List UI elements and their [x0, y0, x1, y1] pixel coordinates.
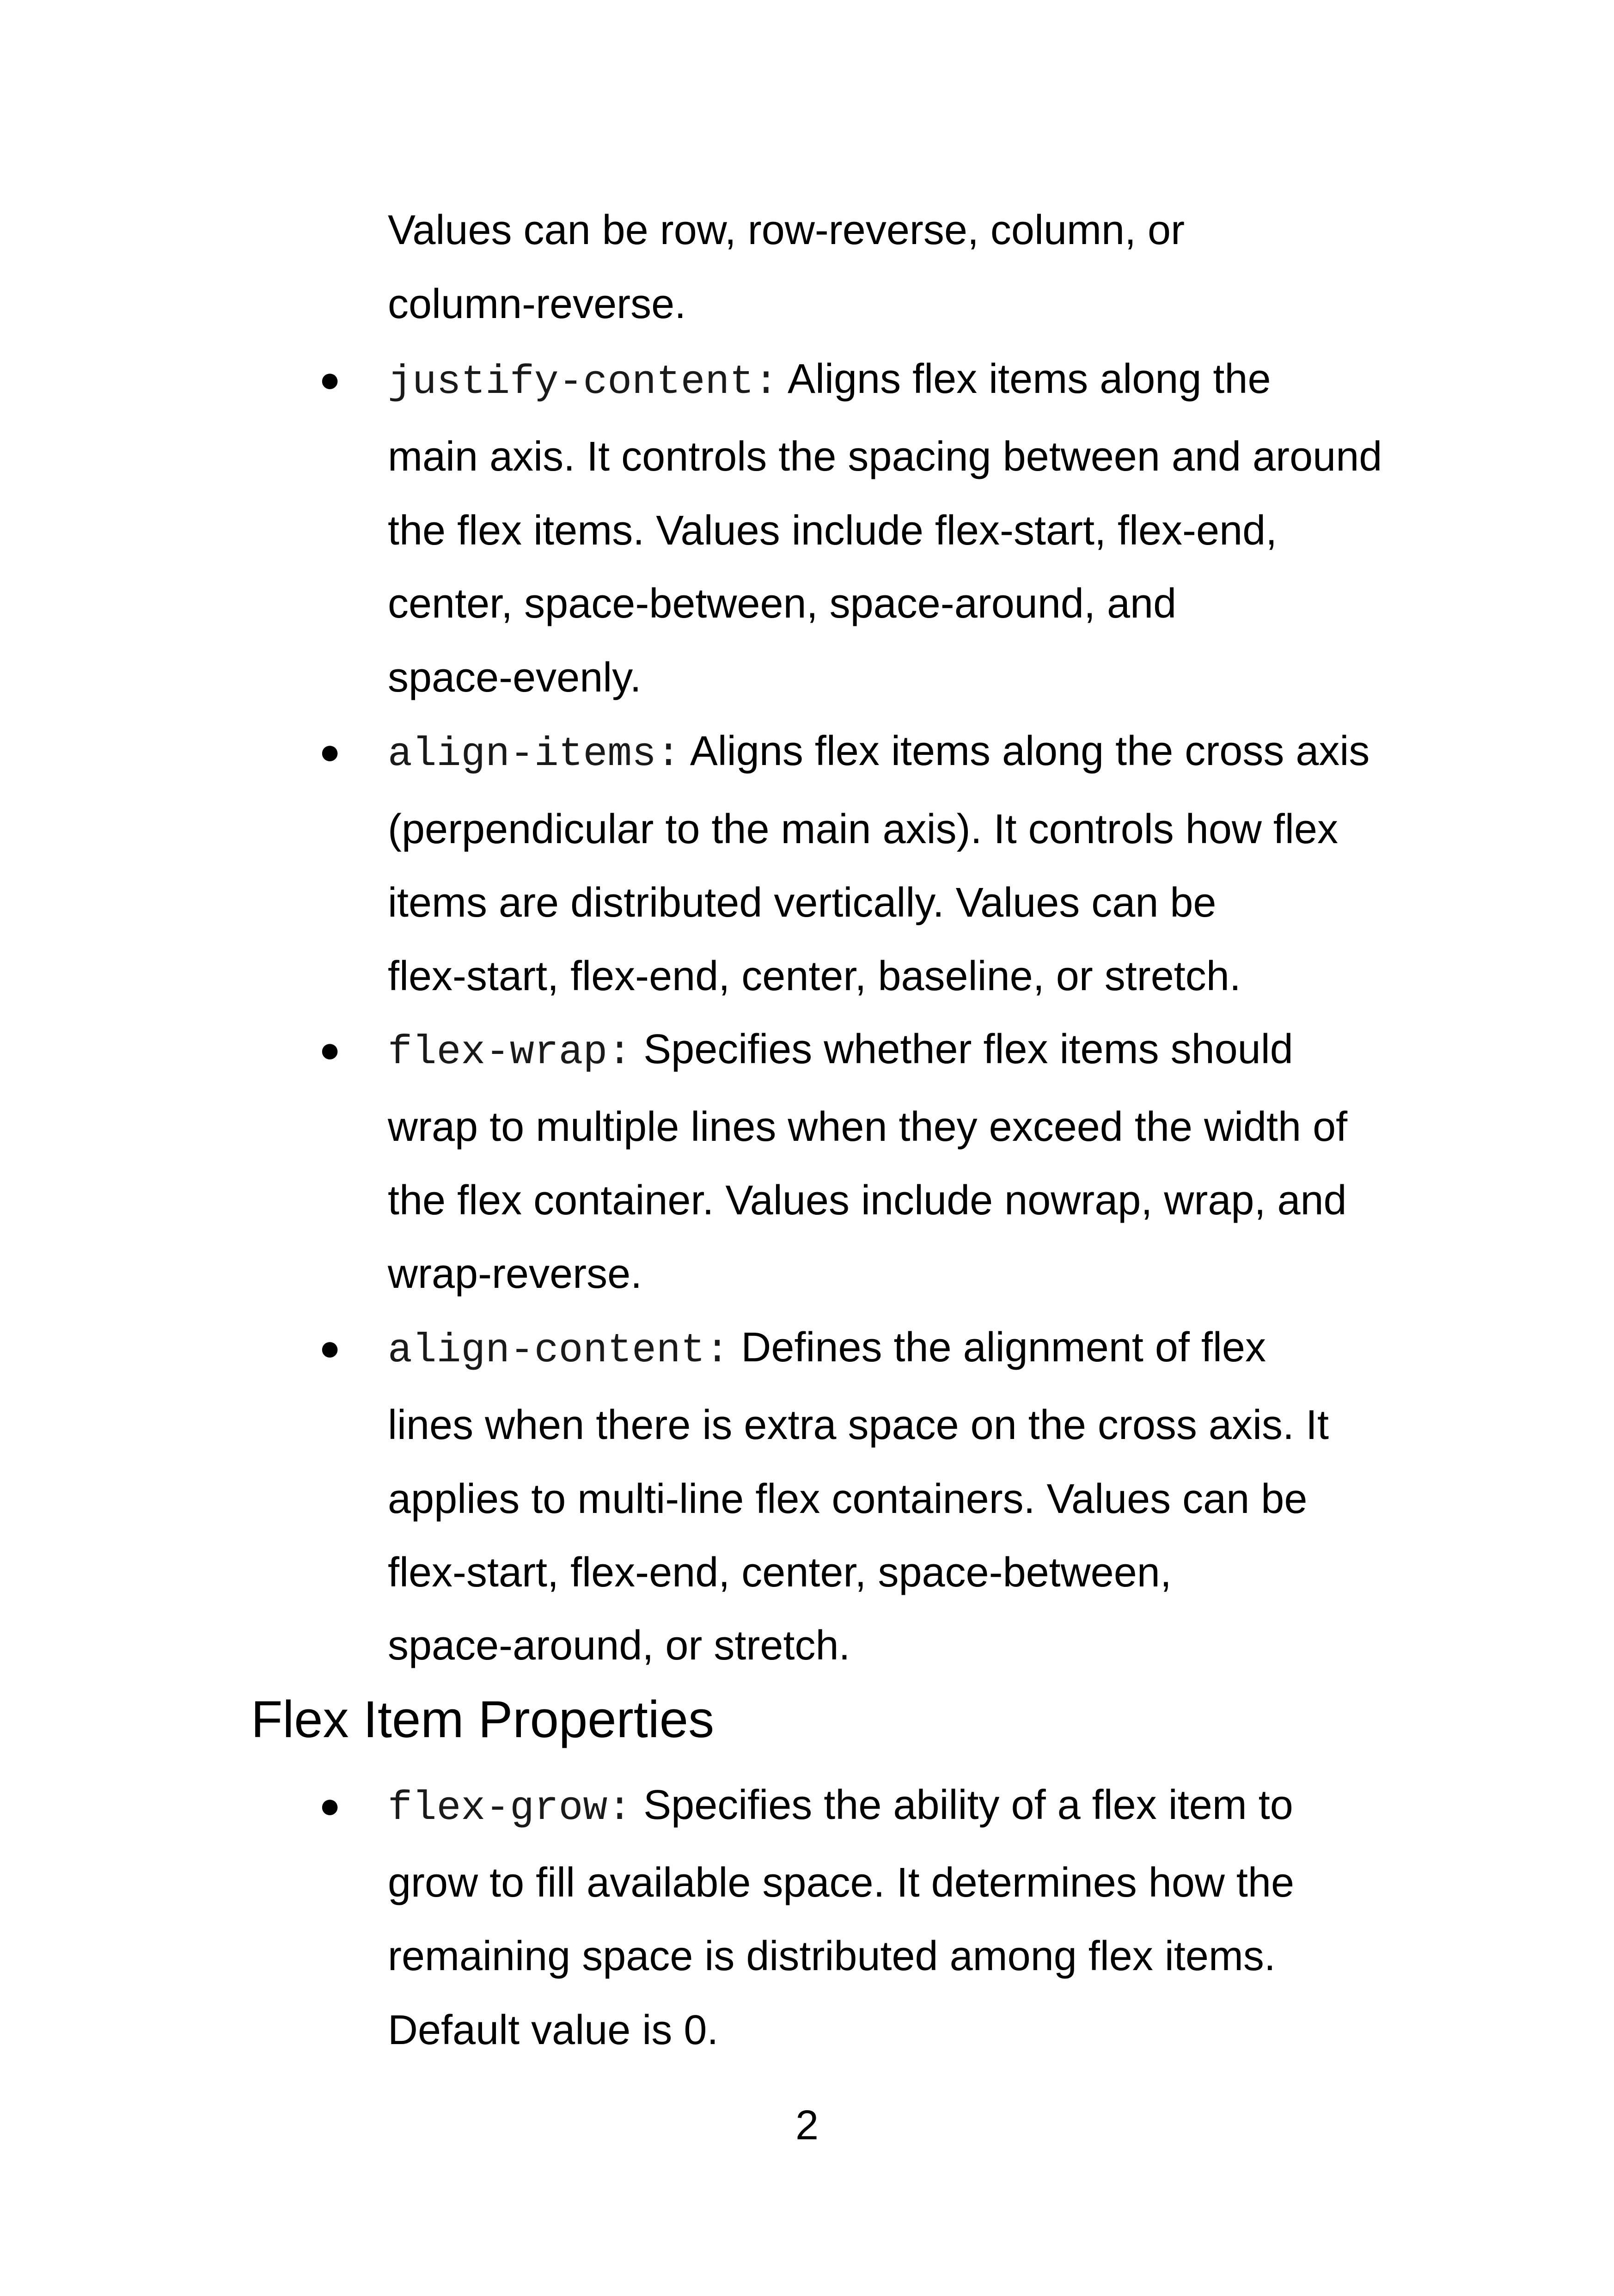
description-line: wrap-reverse.: [388, 1251, 642, 1297]
property-description: Defines the alignment of flex: [741, 1324, 1266, 1371]
description-line: flex-start, flex-end, center, space-between,: [388, 1549, 1172, 1596]
list-item-flex-wrap: [388, 1026, 1293, 1076]
bullet-icon: ●: [319, 1785, 341, 1825]
property-name: align-items:: [388, 732, 681, 778]
continuation-line: Values can be row, row-reverse, column, or: [388, 207, 1185, 253]
property-description: Specifies the ability of a flex item to: [643, 1782, 1293, 1828]
property-name: align-content:: [388, 1328, 730, 1374]
page-number: 2: [795, 2102, 819, 2149]
property-description: Aligns flex items along the: [787, 356, 1271, 402]
description-line: space-evenly.: [388, 655, 642, 701]
description-line: remaining space is distributed among flex items.: [388, 1933, 1276, 1979]
description-line: flex-start, flex-end, center, baseline, or stretch.: [388, 953, 1241, 999]
description-line: center, space-between, space-around, and: [388, 581, 1177, 627]
bullet-icon: ●: [319, 1327, 341, 1368]
list-item-align-items: [388, 728, 1369, 778]
description-line: grow to fill available space. It determines how the: [388, 1860, 1295, 1906]
property-description: Specifies whether flex items should: [643, 1026, 1293, 1072]
property-description: Aligns flex items along the cross axis: [690, 728, 1370, 774]
list-item-align-content: [388, 1324, 1266, 1374]
description-line: space-around, or stretch.: [388, 1623, 850, 1669]
bullet-icon: ●: [319, 731, 341, 771]
description-line: items are distributed vertically. Values can be: [388, 880, 1217, 926]
list-item-justify-content: [388, 356, 1271, 406]
list-item-flex-grow: [388, 1782, 1293, 1832]
property-name: flex-grow:: [388, 1786, 632, 1831]
description-line: Default value is 0.: [388, 2007, 719, 2053]
description-line: applies to multi-line flex containers. Values can be: [388, 1476, 1308, 1522]
description-line: the flex items. Values include flex-start, flex-end,: [388, 508, 1278, 554]
description-line: main axis. It controls the spacing between and around: [388, 434, 1382, 480]
bullet-icon: ●: [319, 1029, 341, 1070]
bullet-icon: ●: [319, 359, 341, 399]
description-line: the flex container. Values include nowrap, wrap, and: [388, 1177, 1347, 1224]
continuation-line: column-reverse.: [388, 281, 686, 327]
property-name: flex-wrap:: [388, 1030, 632, 1076]
description-line: wrap to multiple lines when they exceed the width of: [388, 1104, 1348, 1150]
property-name: justify-content:: [388, 360, 778, 405]
section-heading: Flex Item Properties: [251, 1690, 715, 1748]
description-line: lines when there is extra space on the cross axis. It: [388, 1402, 1329, 1448]
description-line: (perpendicular to the main axis). It controls how flex: [388, 806, 1338, 852]
